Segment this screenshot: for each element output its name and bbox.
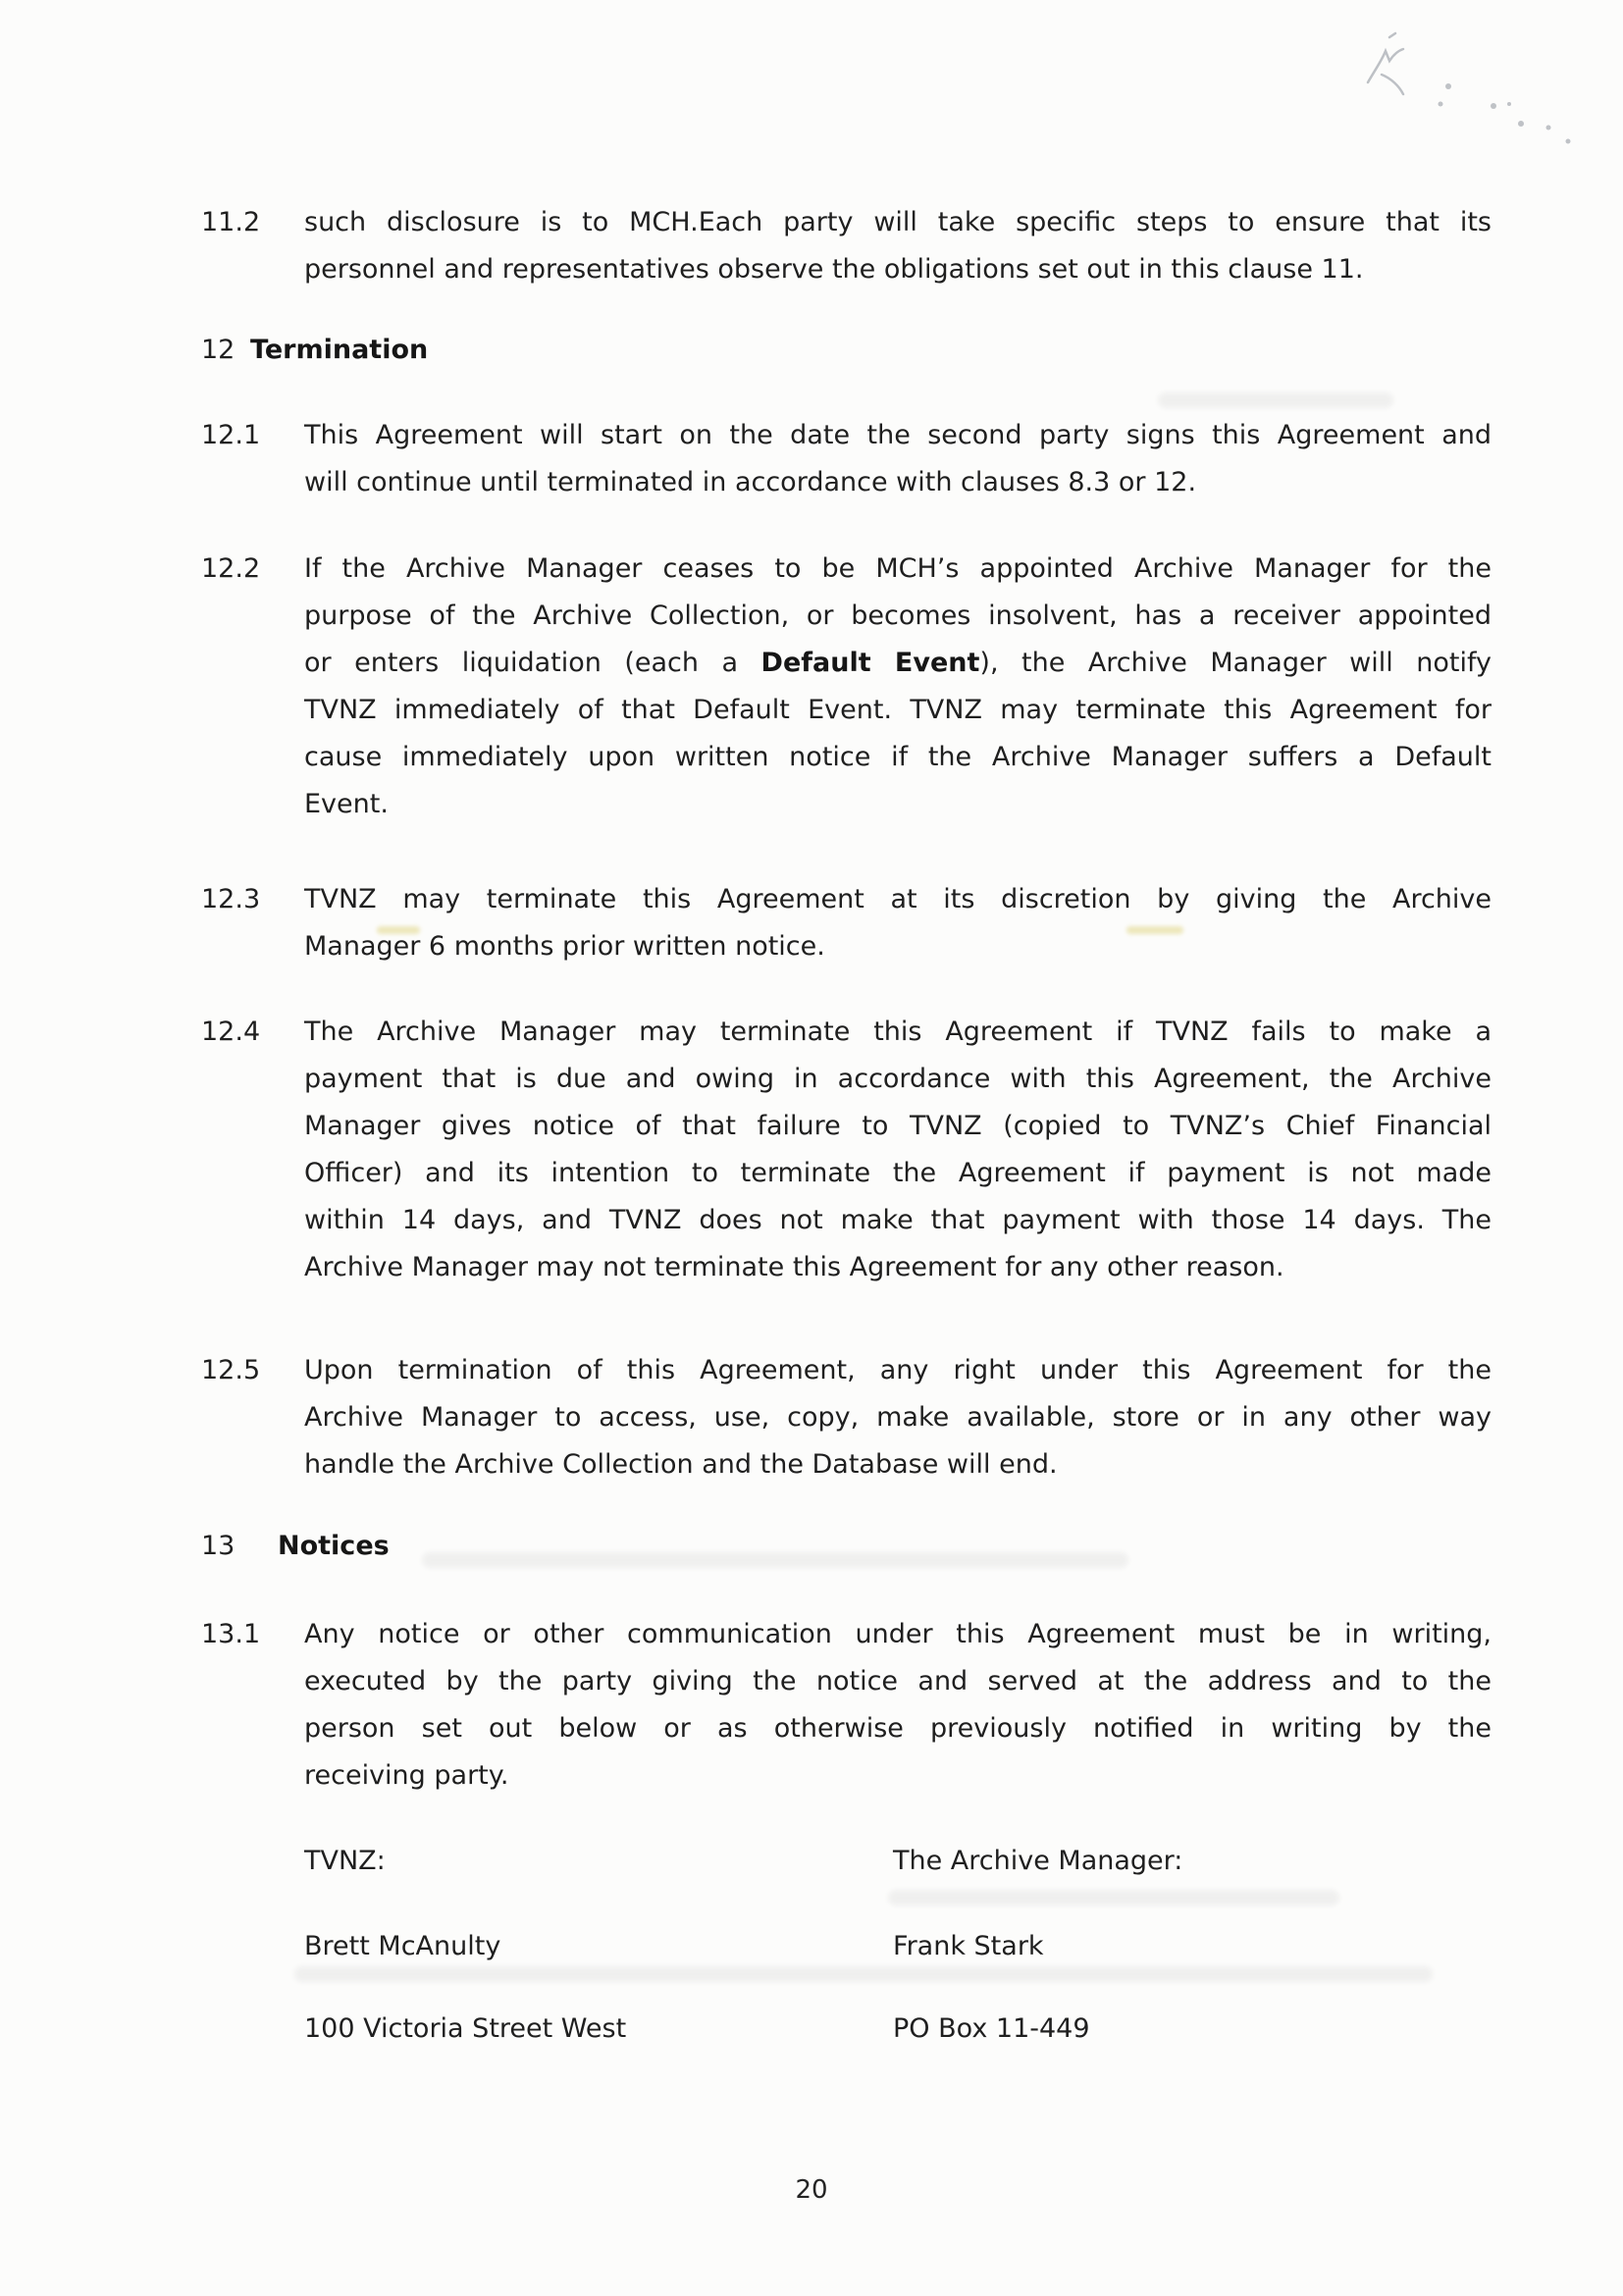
text-segment: person set out below or as otherwise previously notified in writing by the — [304, 1713, 1492, 1744]
text-segment: Upon termination of this Agreement, any right under this Agreement for the — [304, 1355, 1492, 1385]
clause-number: 12.3 — [201, 884, 261, 914]
section-title: Termination — [250, 335, 429, 365]
text-segment: Manager 6 months prior written notice. — [304, 931, 825, 962]
text-line — [304, 1611, 1492, 1658]
text-line — [304, 1752, 1492, 1800]
clause-13.1 — [0, 1611, 1623, 1800]
text-line — [304, 412, 1492, 459]
pencil-squiggle-icon — [1346, 22, 1621, 159]
text-line — [304, 781, 1492, 828]
text-segment: Event. — [304, 789, 389, 819]
tvnz-address: 100 Victoria Street West — [304, 2013, 627, 2044]
text-segment: Officer) and its intention to terminate the Agreement if payment is not made — [304, 1158, 1492, 1188]
text-line — [304, 687, 1492, 734]
text-line — [304, 1103, 1492, 1150]
text-line — [304, 1658, 1492, 1705]
text-segment: payment that is due and owing in accordance with this Agreement, the Archive — [304, 1064, 1492, 1094]
text-segment: Archive Manager to access, use, copy, make available, store or in any other way — [304, 1402, 1492, 1433]
text-segment: Archive Manager may not terminate this Agreement for any other reason. — [304, 1252, 1284, 1282]
scan-bleed-artifact — [422, 1552, 1128, 1568]
text-segment: If the Archive Manager ceases to be MCH’s appointed Archive Manager for the — [304, 553, 1492, 584]
clause-text — [304, 199, 1492, 293]
text-line — [304, 1150, 1492, 1197]
text-line — [304, 246, 1492, 293]
clause-12.1 — [0, 412, 1623, 506]
text-segment: ), the Archive Manager will notify — [979, 648, 1492, 678]
section-title: Notices — [278, 1531, 390, 1561]
text-segment: or enters liquidation (each a — [304, 648, 761, 678]
text-segment: executed by the party giving the notice and served at the address and to the — [304, 1666, 1492, 1696]
clause-12.3 — [0, 876, 1623, 970]
highlighter-smudge — [1126, 926, 1183, 934]
text-segment: This Agreement will start on the date the second party signs this Agreement and — [304, 420, 1492, 450]
section-heading-12 — [0, 327, 1623, 374]
text-line — [304, 1347, 1492, 1394]
text-segment: will continue until terminated in accordance with clauses 8.3 or 12. — [304, 467, 1197, 497]
page-number: 20 — [795, 2175, 828, 2205]
archive-manager-contact-name: Frank Stark — [893, 1931, 1044, 1961]
contacts-block — [0, 1838, 1623, 2053]
text-line — [304, 923, 1492, 970]
clause-12.2 — [0, 546, 1623, 828]
text-line — [304, 1009, 1492, 1056]
text-segment: such disclosure is to MCH.Each party will take specific steps to ensure that its — [304, 207, 1492, 237]
text-line — [304, 546, 1492, 593]
archive-manager-address: PO Box 11-449 — [893, 2013, 1090, 2044]
scan-pencil-marks — [1346, 22, 1621, 163]
clause-text — [304, 876, 1492, 970]
text-segment: TVNZ may terminate this Agreement at its discretion by giving the Archive — [304, 884, 1492, 914]
text-line — [304, 1056, 1492, 1103]
text-line — [304, 1394, 1492, 1441]
clause-number: 11.2 — [201, 207, 261, 237]
text-line — [304, 734, 1492, 781]
text-segment: within 14 days, and TVNZ does not make that payment with those 14 days. The — [304, 1205, 1492, 1235]
section-number: 13 — [201, 1531, 236, 1561]
clause-12.5 — [0, 1347, 1623, 1488]
text-line — [304, 199, 1492, 246]
contacts-row-labels — [0, 1838, 1623, 1885]
text-segment: The Archive Manager may terminate this Agreement if TVNZ fails to make a — [304, 1017, 1492, 1047]
contacts-row-addresses — [0, 2006, 1623, 2053]
text-line — [304, 1441, 1492, 1488]
text-segment: TVNZ immediately of that Default Event. TVNZ may terminate this Agreement for — [304, 695, 1492, 725]
text-segment: Manager gives notice of that failure to TVNZ (copied to TVNZ’s Chief Financial — [304, 1111, 1492, 1141]
clause-text — [304, 412, 1492, 506]
section-number: 12 — [201, 335, 236, 365]
clause-text — [304, 1009, 1492, 1291]
archive-manager-label: The Archive Manager: — [893, 1846, 1183, 1876]
text-line — [304, 640, 1492, 687]
tvnz-label: TVNZ: — [304, 1846, 386, 1876]
text-line — [304, 876, 1492, 923]
text-segment: personnel and representatives observe the obligations set out in this clause 11. — [304, 254, 1364, 285]
text-line — [304, 1197, 1492, 1244]
text-line — [304, 1244, 1492, 1291]
text-segment: Any notice or other communication under this Agreement must be in writing, — [304, 1619, 1492, 1649]
highlighter-smudge — [377, 926, 420, 934]
defined-term: Default Event — [760, 648, 980, 678]
contacts-row-names — [0, 1923, 1623, 1970]
clause-text — [304, 1347, 1492, 1488]
clause-number: 12.5 — [201, 1355, 261, 1385]
text-line — [304, 1705, 1492, 1752]
clause-text — [304, 1611, 1492, 1800]
clause-number: 12.1 — [201, 420, 261, 450]
clause-number: 12.4 — [201, 1017, 261, 1047]
text-line — [304, 593, 1492, 640]
clause-number: 12.2 — [201, 553, 261, 584]
tvnz-contact-name: Brett McAnulty — [304, 1931, 501, 1961]
clause-11.2 — [0, 199, 1623, 293]
clause-number: 13.1 — [201, 1619, 261, 1649]
clause-12.4 — [0, 1009, 1623, 1291]
scan-bleed-artifact — [888, 1890, 1339, 1905]
text-segment: purpose of the Archive Collection, or becomes insolvent, has a receiver appointed — [304, 600, 1492, 631]
text-line — [304, 459, 1492, 506]
scan-bleed-artifact — [1158, 392, 1393, 408]
clause-text — [304, 546, 1492, 828]
text-segment: cause immediately upon written notice if the Archive Manager suffers a Default — [304, 742, 1492, 772]
text-segment: handle the Archive Collection and the Database will end. — [304, 1449, 1058, 1480]
scan-bleed-artifact — [294, 1966, 1433, 1982]
text-segment: receiving party. — [304, 1760, 509, 1791]
